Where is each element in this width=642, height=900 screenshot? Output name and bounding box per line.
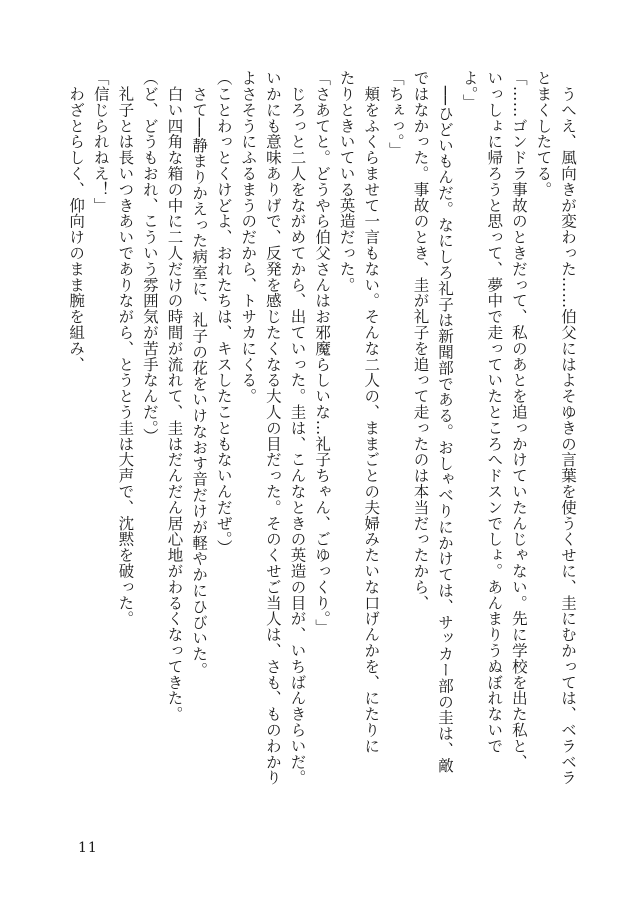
text-line: ──ひどいもんだ。なにしろ礼子は新聞部である。おしゃべりにかけては、サッカー部の圭は、敵: [436, 70, 455, 774]
text-line: 「信じられねえ！」: [91, 70, 110, 214]
text-line: （ことわっとくけどよ、おれたちは、キスしたこともないんだぜ。）: [214, 70, 233, 556]
text-line: よ。」: [460, 70, 479, 110]
vertical-text-body: [67, 70, 580, 790]
text-line: わざとらしく、仰向けのまま腕を組み、: [67, 70, 86, 373]
text-line: じろっと二人をながめてから、出ていった。圭は、こんなときの英造の目が、いちばんきらいだ。: [288, 70, 307, 786]
text-line: 「さあてと。どうやら伯父さんはお邪魔らしいな…礼子ちゃん、ごゆっくり。」: [313, 70, 332, 635]
text-line: ではなかった。事故のとき、圭が礼子を追って走ったのは本当だったから、: [411, 70, 430, 611]
text-line: 礼子とは長いつきあいでありながら、とうとう圭は大声で、沈黙を破った。: [116, 70, 135, 627]
page-number: 11: [78, 840, 98, 856]
text-line: よさそうにふるまうのだから、トサカにくる。: [239, 70, 258, 404]
text-line: （ど、どうもおれ、こういう雰囲気が苦手なんだ。）: [140, 70, 159, 444]
text-line: 「ちぇっ。」: [386, 70, 405, 158]
text-line: 白い四角な箱の中に二人だけの時間が流れて、圭はだんだん居心地がわるくなってきた。: [165, 70, 184, 722]
text-line: うへえ、風向きが変わった……伯父にはよそゆきの言葉を使うくせに、圭にむかっては、ベラベラ: [559, 70, 577, 786]
text-line: とまくしたてる。: [534, 70, 553, 198]
text-line: いかにも意味ありげで、反発を感じたくなる大人の目だった。そのくせご当人は、さも、ものわかり: [263, 70, 282, 786]
text-line: 「……ゴンドラ事故のときだって、私のあとを追っかけていたんじゃない。先に学校を出た私と、: [509, 70, 528, 770]
text-line: さて──静まりかえった病室に、礼子の花をいけなおす音だけが軽やかにひびいた。: [190, 70, 209, 678]
text-line: たりときいている英造だった。: [337, 70, 356, 293]
text-line: 頬をふくらませて一言もない。そんな二人の、ままごとの夫婦みたいな口げんかを、にたりに: [362, 70, 381, 754]
text-line: いっしょに帰ろうと思って、夢中で走っていたところへドスンでしょ。あんまりうぬぼれないで: [485, 70, 504, 754]
